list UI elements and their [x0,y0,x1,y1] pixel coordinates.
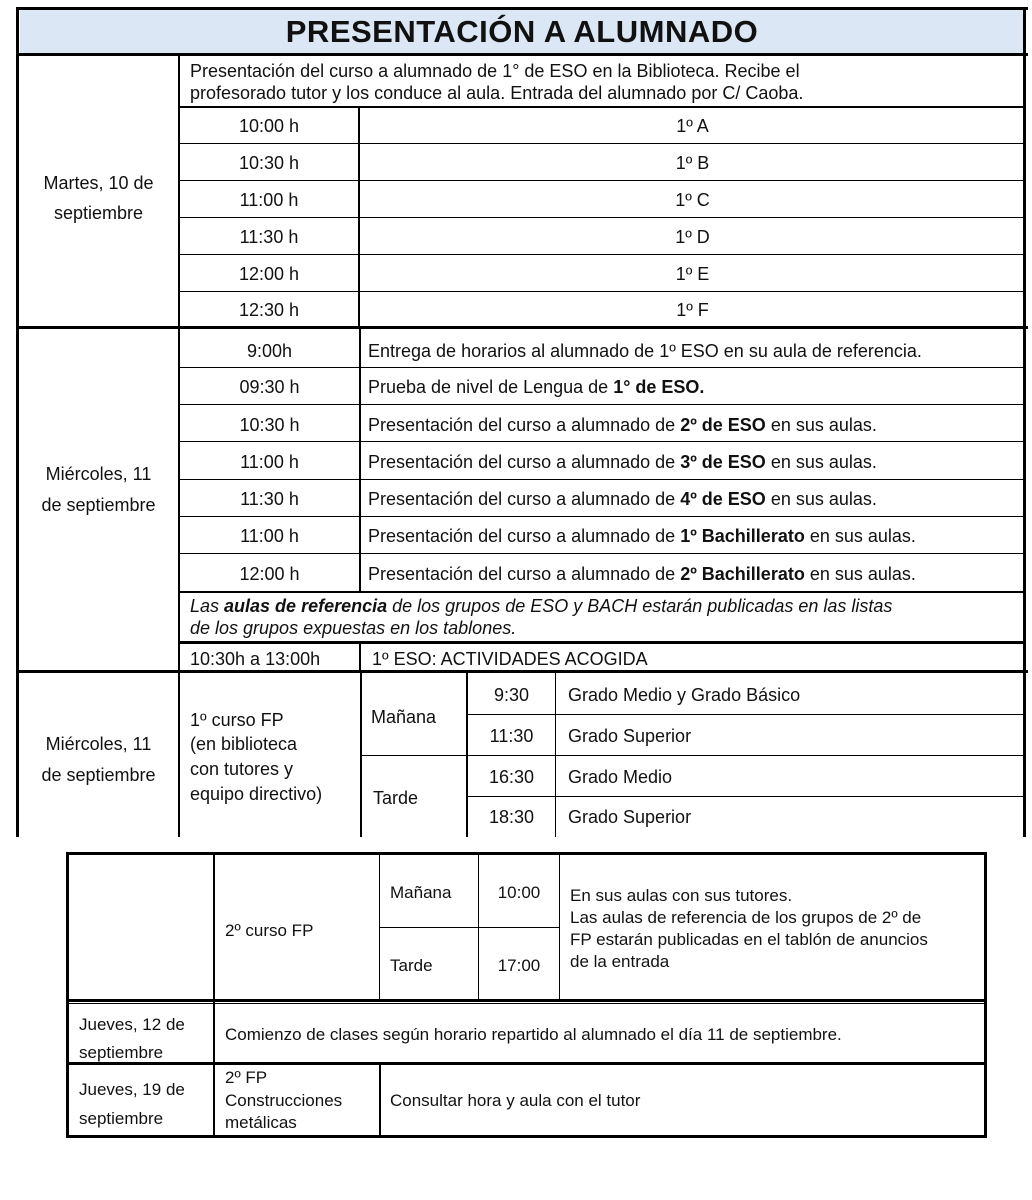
wednesday-day-line1: Miércoles, 11 [45,464,152,484]
tuesday-group: 1º D [675,227,710,247]
wednesday-day-line2: de septiembre [41,495,156,515]
tuesday-time: 12:30 h [238,300,300,320]
fp2-morning-time: 10:00 [497,883,541,902]
tuesday-time: 11:00 h [239,190,299,210]
wednesday-note-line2: de los grupos expuestas en los tablones. [190,618,517,638]
tuesday-day-line2: septiembre [53,203,144,223]
thursday19-day-line1: Jueves, 19 de [79,1080,185,1099]
tuesday-time: 11:30 h [239,227,299,247]
thursday12-day-line1: Jueves, 12 de [79,1015,185,1034]
wednesday-activity: Presentación del curso a alumnado de 2º Bachillerato en sus aulas. [368,564,916,584]
wednesday-time: 11:30 h [240,489,299,509]
fp1-grade: Grado Medio y Grado Básico [568,685,801,705]
fp2-desc-line3: FP estarán publicadas en el tablón de anuncios [570,930,928,949]
fp1-afternoon-label: Tarde [373,788,419,808]
tuesday-group: 1º B [675,153,710,173]
wednesday-time: 9:00h [246,341,293,361]
wednesday-activity: Prueba de nivel de Lengua de 1° de ESO. [368,377,705,397]
fp2-afternoon-time: 17:00 [497,956,541,975]
fp1-day-line2: de septiembre [41,765,156,785]
wednesday-activity: Presentación del curso a alumnado de 4º de ESO en sus aulas. [368,489,877,509]
fp1-time: 9:30 [493,685,530,705]
fp1-time: 16:30 [488,767,535,787]
wednesday-note-line1: Las aulas de referencia de los grupos de ESO y BACH estarán publicadas en las listas [190,596,893,616]
thursday19-day-line2: septiembre [79,1109,164,1128]
fp1-course-line2: (en biblioteca [190,734,298,754]
wednesday-time: 09:30 h [239,377,300,397]
acogida-text: 1º ESO: ACTIVIDADES ACOGIDA [372,649,648,669]
wednesday-activity: Presentación del curso a alumnado de 2º de ESO en sus aulas. [368,415,877,435]
thursday12-day-line2: septiembre [79,1043,164,1062]
fp1-grade: Grado Medio [568,767,673,787]
page-title: PRESENTACIÓN A ALUMNADO [20,9,1024,53]
fp1-time: 18:30 [488,807,535,827]
wednesday-time: 11:00 h [240,452,299,472]
fp2-desc-line1: En sus aulas con sus tutores. [570,886,793,905]
tuesday-time: 10:30 h [238,153,300,173]
fp2-afternoon-label: Tarde [390,956,433,975]
fp1-time: 11:30 [489,726,534,746]
thursday19-course-line2: Construcciones [225,1091,343,1110]
thursday19-course-line1: 2º FP [225,1068,268,1087]
fp2-morning-label: Mañana [390,883,452,902]
wednesday-time: 10:30 h [239,415,300,435]
tuesday-group: 1º A [676,116,709,136]
tuesday-time: 10:00 h [238,116,300,136]
tuesday-day-line1: Martes, 10 de [43,173,154,193]
fp1-morning-label: Mañana [371,707,437,727]
thursday12-text: Comienzo de clases según horario repartido al alumnado el día 11 de septiembre. [225,1025,842,1044]
tuesday-time: 12:00 h [238,264,300,284]
wednesday-time: 11:00 h [240,526,299,546]
fp1-course-line4: equipo directivo) [190,784,323,804]
thursday19-text: Consultar hora y aula con el tutor [390,1091,641,1110]
thursday19-course-line3: metálicas [225,1113,297,1132]
wednesday-time: 12:00 h [239,564,300,584]
fp1-grade: Grado Superior [568,807,692,827]
tuesday-intro-line2: profesorado tutor y los conduce al aula. Entrada del alumnado por C/ Caoba. [190,83,804,103]
tuesday-group: 1º C [675,190,710,210]
fp2-desc-line2: Las aulas de referencia de los grupos de 2º de [570,908,922,927]
acogida-time: 10:30h a 13:00h [190,649,321,669]
fp1-day-line1: Miércoles, 11 [45,734,152,754]
wednesday-activity: Presentación del curso a alumnado de 3º de ESO en sus aulas. [368,452,877,472]
wednesday-activity: Presentación del curso a alumnado de 1º Bachillerato en sus aulas. [368,526,916,546]
tuesday-intro-line1: Presentación del curso a alumnado de 1° de ESO en la Biblioteca. Recibe el [190,61,800,81]
tuesday-group: 1º F [676,300,709,320]
tuesday-group: 1º E [675,264,710,284]
fp2-course: 2º curso FP [225,921,314,940]
fp1-course-line3: con tutores y [190,759,294,779]
fp1-grade: Grado Superior [568,726,692,746]
wednesday-activity: Entrega de horarios al alumnado de 1º ESO en su aula de referencia. [368,341,922,361]
fp1-course-line1: 1º curso FP [190,710,284,730]
fp2-desc-line4: de la entrada [570,952,670,971]
